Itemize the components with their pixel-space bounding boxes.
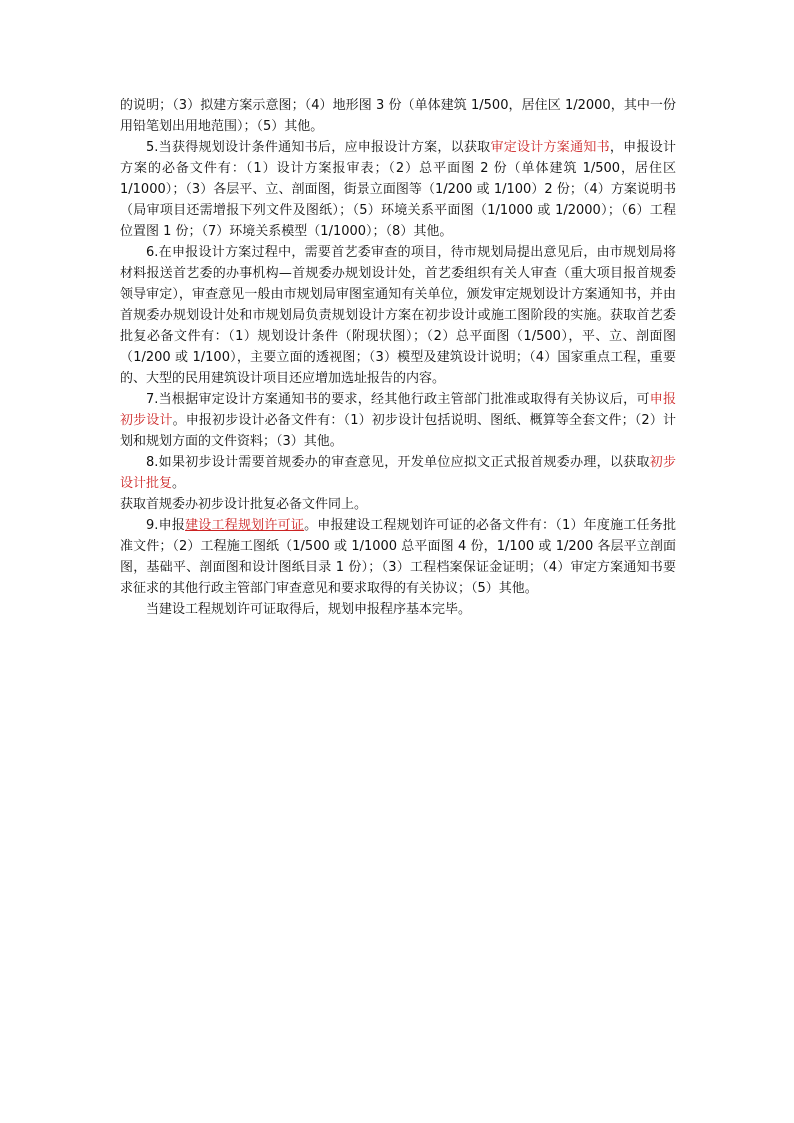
highlight-design-approval-notice: 审定设计方案通知书 — [490, 140, 610, 155]
paragraph-continuation — [120, 95, 676, 137]
paragraph-step-7 — [120, 389, 676, 452]
paragraph-text: 6.在申报设计方案过程中，需要首艺委审查的项目，待市规划局提出意见后，由市规划局将材料报送首艺委的办事机构—首规委办规划设计处，首艺委组织有关人审查（重大项目报首规委领导审定），审查意见一般由市规划局审图室通知有关单位，颁发审定规划设计方案通知书，并由首规委办规划设计处和市规划局负责规划设计方案在初步设计或施工图阶段的实施。获取首艺委批复必备文件有：（1）规划设计条件（附现状图）；（2）总平面图（1/500），平、立、剖面图（1/200 或 1/100），主要立面的透视图；（3）模型及建筑设计说明；（4）国家重点工程，重要的、大型的民用建筑设计项目还应增加选址报告的内容。 — [120, 245, 676, 386]
paragraph-text: 当建设工程规划许可证取得后，规划申报程序基本完毕。 — [146, 602, 472, 617]
paragraph-text: 。申报初步设计必备文件有：（1）初步设计包括说明、图纸、概算等全套文件；（2）计划和规划方面的文件资料；（3）其他。 — [120, 413, 676, 449]
paragraph-text: 5.当获得规划设计条件通知书后，应申报设计方案，以获取 — [146, 140, 491, 155]
paragraph-text: 9.申报 — [146, 518, 186, 533]
paragraph-text: 的说明；（3）拟建方案示意图；（4）地形图 3 份（单体建筑 1/500，居住区 1/2000，其中一份用铅笔划出用地范围）；（5）其他。 — [120, 98, 676, 134]
highlight-preliminary-design-approval: 初步设计批复 — [120, 455, 676, 491]
paragraph-text: 7.当根据审定设计方案通知书的要求，经其他行政主管部门批准或取得有关协议后，可 — [146, 392, 650, 407]
paragraph-text: 8.如果初步设计需要首规委办的审查意见，开发单位应拟文正式报首规委办理，以获取 — [146, 455, 650, 470]
paragraph-step-8 — [120, 452, 676, 494]
document-page — [120, 95, 676, 620]
paragraph-conclusion — [120, 599, 676, 620]
paragraph-text: 。申报建设工程规划许可证的必备文件有：（1）年度施工任务批准文件；（2）工程施工图纸（1/500 或 1/1000 总平面图 4 份，1/100 或 1/200 各层平立剖面图，基础平、剖面图和设计图纸目录 1 份）；（3）工程档案保证金证明；（4）审定方案通知书要求征求的其他行政主管部门审查意见和要求取得的有关协议；（5）其他。 — [120, 518, 676, 596]
paragraph-step-5 — [120, 137, 676, 242]
paragraph-step-8-note — [120, 494, 676, 515]
paragraph-text: 。 — [172, 476, 186, 491]
paragraph-text: ，申报设计方案的必备文件有：（1）设计方案报审表；（2）总平面图 2 份（单体建筑 1/500，居住区 1/1000）；（3）各层平、立、剖面图，街景立面图等（1/200 或 1/100）2 份；（4）方案说明书（局审项目还需增报下列文件及图纸）；（5）环境关系平面图（1/1000 或 1/2000）；（6）工程位置图 1 份；（7）环境关系模型（1/1000）；（8）其他。 — [120, 140, 676, 239]
highlight-preliminary-design: 申报初步设计 — [120, 392, 676, 428]
link-construction-planning-permit[interactable]: 建设工程规划许可证 — [185, 518, 305, 533]
paragraph-step-9 — [120, 515, 676, 599]
paragraph-text: 获取首规委办初步设计批复必备文件同上。 — [120, 497, 368, 512]
paragraph-step-6 — [120, 242, 676, 389]
